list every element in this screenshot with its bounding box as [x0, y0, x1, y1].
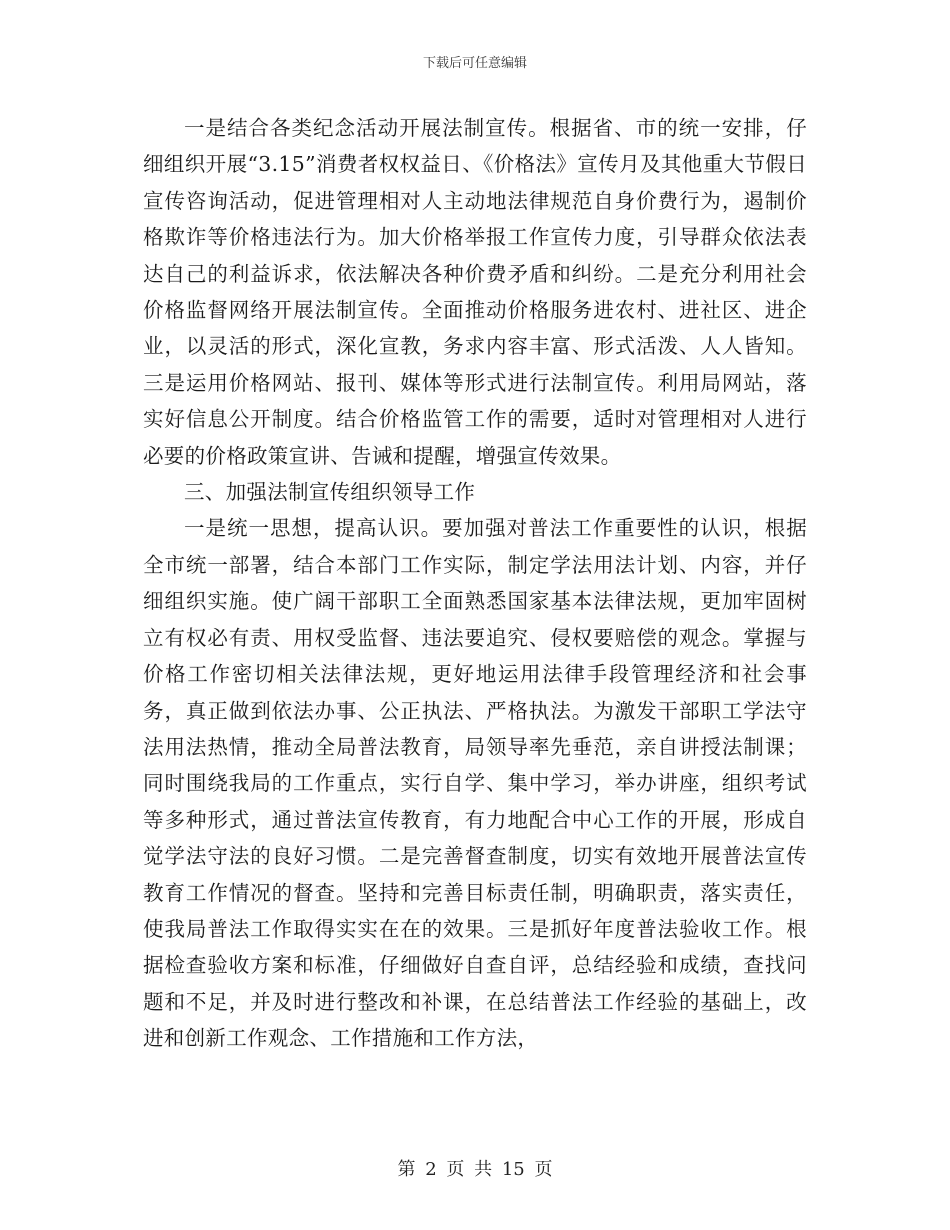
document-body [143, 110, 807, 1057]
paragraph-1: 一是结合各类纪念活动开展法制宣传。根据省、市的统一安排，仔细组织开展“3.15”消费者权权益日、《价格法》宣传月及其他重大节假日宣传咨询活动，促进管理相对人主动地法律规范自身价费行为，遏制价格欺诈等价格违法行为。加大价格举报工作宣传力度，引导群众依法表达自己的利益诉求，依法解决各种价费矛盾和纠纷。二是充分利用社会价格监督网络开展法制宣传。全面推动价格服务进农村、进社区、进企业，以灵活的形式，深化宣教，务求内容丰富、形式活泼、人人皆知。三是运用价格网站、报刊、媒体等形式进行法制宣传。利用局网站，落实好信息公开制度。结合价格监管工作的需要，适时对管理相对人进行必要的价格政策宣讲、告诫和提醒，增强宣传效果。 [143, 116, 807, 468]
paragraph-2: 一是统一思想，提高认识。要加强对普法工作重要性的认识，根据全市统一部署，结合本部门工作实际，制定学法用法计划、内容，并仔细组织实施。使广阔干部职工全面熟悉国家基本法律法规，更加牢固树立有权必有责、用权受监督、违法要追究、侵权要赔偿的观念。掌握与价格工作密切相关法律法规，更好地运用法律手段管理经济和社会事务，真正做到依法办事、公正执法、严格执法。为激发干部职工学法守法用法热情，推动全局普法教育，局领导率先垂范，亲自讲授法制课；同时围绕我局的工作重点，实行自学、集中学习，举办讲座，组织考试等多种形式，通过普法宣传教育，有力地配合中心工作的开展，形成自觉学法守法的良好习惯。二是完善督查制度，切实有效地开展普法宣传教育工作情况的督查。坚持和完善目标责任制，明确职责，落实责任，使我局普法工作取得实实在在的效果。三是抓好年度普法验收工作。根据检查验收方案和标准，仔细做好自查自评，总结经验和成绩，查找问题和不足，并及时进行整改和补课，在总结普法工作经验的基础上，改进和创新工作观念、工作措施和工作方法， [143, 516, 807, 1051]
page-header-note: 下载后可任意编辑 [422, 56, 527, 71]
page-footer-number: 第 2 页 共 15 页 [397, 1159, 553, 1180]
section-heading: 三、加强法制宣传组织领导工作 [184, 480, 476, 505]
